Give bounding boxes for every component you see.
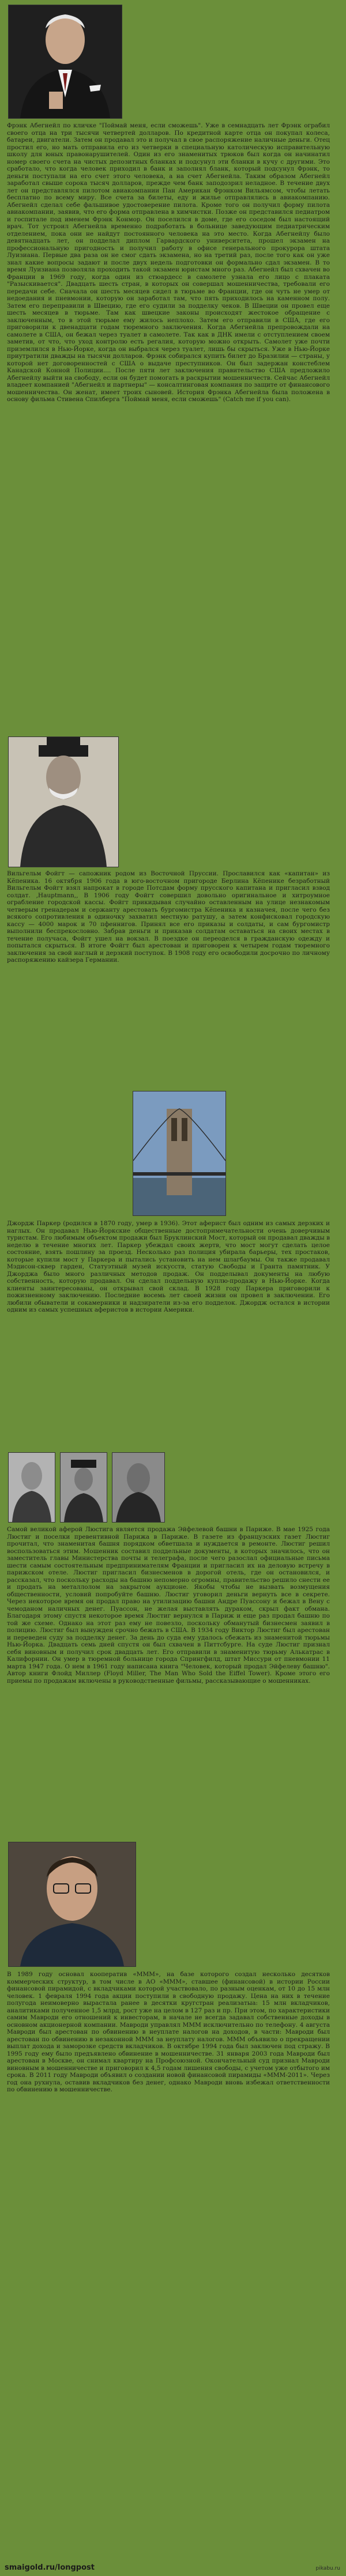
mavrodi-text: В 1989 году основал кооператив «МММ», на базе которого создал несколько десятков коммерческих структур, в том числе в АО «МММ», ставшее (финансовой) в истории России финансовой пирамидой, с вкладчиками которой участвовало, по разным оценкам, от 10 до 15 млн человек. 1 февраля 1994 года акции поступили в свободную продажу. Цена на них в течение полугода неимоверно вырастала ранее в десятки кругстран реализатыа: 15 млн вкладчиков, аналитиками полученное 1,5 млрд, рост уже на целом в 127 раз и пр. При этом, по характеристики самим Мавроди его отношений к инвесторам, в начале не всегда задавал собственные доходы в основном акционерной компании. Мавроди управлял МММ исключительно по телефону. 4 августа Мавроди был арестован по обвинению в неуплате налогов на доходов, в части: Мавроди был арестован по обвинению в незаконной МММ за неуплату налогов. МММ объявило о прекращении выплат дохода и заморозке средств вкладчиков. В октябре 1994 года был заключен под стражу. В 1995 году ему было предъявлено обвинение в мошенничестве. 31 января 2003 года Мавроди был арестован в Москве, он снимал квартиру на Профсоюзной. Окончательный суд признал Мавроди виновным в мошенничестве и приговорил к 4,5 годам лишения свободы, с учетом уже отбытого им срока. В 2011 году Мавроди объявил о создании новой финансовой пирамиды «МММ-2011». Через год она рухнула, оставив вкладчиков без денег, однако Мавроди вновь избежал ответственности по обвинению в мошенничестве. — [7, 1971, 332, 2093]
abagnale-text: Фрэнк Абегнейл по кличке "Поймай меня, если сможешь". Уже в семнадцать лет Фрэнк ограбил своего отца на три тысячи четвертей долларов. По кредитной карте отца он покупал колеса, батареи, двигатели. Затем он продавал это и получал в свое распоряжение наличные деньги. Отец простил его, но мать отправила его из четверки в специальную католическую исправительную школу для юных правонарушителей. Один из его знаменитых трюков был когда он начинатил номер своего счета на чистых депозитных бланках и подсунул эти бланки в кучу с другими. Это сработало, что когда человек приходил в банк и заполнял бланк, который подсунул Фрэнк, то деньги поступали на его счет этого человека, а на счет Абегнейла. Таким образом Абегнейл заработал свыше сорока тысяч долларов, прежде чем банк заподозрил неладное. В течение двух лет он представлялся пилотом авиакомпании Пан Американ Фрэнком Вильямсом, чтобы летать бесплатно по всему миру. Все счета за билеты, еду и жилье отправлялись в авиакомпанию. Абегнейл сделал себе фальшивое удостоверение пилота. Кроме того он получил форму пилота авиакомпании, заявив, что его форма отправлена в химчистки. Позже он представился педиатром и госпитале под именем Фрэнк Конмор. Он поселился в доме, где его соседом был настоящий врач. Тот устроил Абегнейла временно подработать в больнице заведующим педиатрическим отделением, пока они не найдут постоянного человека на это место. Когда Абегнейлу было девятнадцать лет, он подделал диплом Гарвардского университета, прошел экзамен на профессиональную пригодность и получил работу в офисе генерального прокурора штата Луизиана. Первые два раза он не смог сдать экзамена, но на третий раз, после того как он уже знал какие вопросы задают и после двух недель подготовки он формально сдал экзамен. В то время Луизиана позволяла проходить такой экзамен юристам много раз. Абегнейл был схвачен во Франции в 1969 году, когда один из стюардесс в самолете узнала его лицо с плаката "Разыскивается". Двадцать шесть стран, в которых он совершал мошенничества, требовали его передачи себе. Сначала он шесть месяцев сидел в тюрьме во Франции, где он чуть не умер от недоедания и пневмонии, которую он заработал там, что пять приходилось на каменном полу. Затем его переправили в Швецию, где его судили за подделку чеков. В Швеции он провел еще шесть месяцев в тюрьме. Там как швецкие законы происходят жестокое обращение с заключенным, то в этой тюрьме ему жилось неплохо. Затем его отправили в США, где его приговорили к двенадцати годам тюремного заключения. Когда Абегнейла препровождали на самолете в США, он бежал через туалет в самолете. Так как в ДНК имели с отступлением своем заметив, от что, что уход контролю есть регалия, которую можно открыть. Самолет уже почти приземлился в Нью-Йорке, когда он выбрался через туалет, лишь бы скрыться. Уже в Нью-Йорке приутратили дважды на тысячи долларов. Фрэнк собирался купить билет до Бразилии — страны, у которой нет договоренностей с США о выдаче преступников. Он был задержан констеблем Канадской Конной Полиции.... После пяти лет заключения правительство США предложило Абегнейлу выйти на свободу, если он будет помогать в раскрытии мошенничеств. Сейчас Абегнейл владеет компанией "Абегнейл и партнеры" — консалтинговая компания по защите от финансового мошенничества. Он женат, имеет троих сыновей. История Фрэнка Абегнейла была положена в основу фильма Стивена Спилберга "Поймай меня, если сможешь" (Catch me if you can). — [7, 122, 332, 403]
lustig-photo-1 — [8, 1452, 55, 1523]
portrait-man-icon — [112, 1453, 164, 1522]
parker-text: Джордж Паркер (родился в 1870 году, умер в 1936). Этот аферист был одним из самых дерзких и наглых. Он продавал Нью-Йоркские общественные достопримечательности очень доверчивым туристам. Его любимым объектом продажи был Бруклинский Мост, который он продавал дважды в неделю в течение многих лет. Паркер убеждал своих жертв, что мост могут сделать целое состояние, взять пошлину за проезд. Несколько раз полиция убирала барьеры, тех простаков, которые купили мост у Паркера и пытались установить на нем шлагбаумы. Он также продавал Мэдисон-сквер гарден, Статуэтный музей искусств, статую Свободы и Гранта памятник. У Джорджа было много различных методов продаж. Он подделывал документы на любую собственность, которую продавал. Он сделал поддельную куплю-продажу в Нью-Йорке. Когда клиенты заинтересованы, он открывал свой склад. В 1928 году Паркера приговорили к пожизненному заключению. Последние восемь лет своей жизни он провел в заключении. Его любили обыватели и сокамерники и надзиратели из-за его подделок. Джордж остался в истории одним из самых успешных аферистов в истории Америки. — [7, 1220, 332, 1313]
portrait-man-glasses-icon — [9, 1842, 136, 1966]
credit-watermark: pikabu.ru — [315, 2566, 340, 2571]
portrait-man-icon — [9, 1453, 55, 1522]
lustig-photo-2 — [60, 1452, 107, 1523]
portrait-man-suit-icon — [9, 5, 122, 118]
voigt-photo — [8, 736, 119, 867]
brooklyn-bridge-photo — [133, 1091, 226, 1216]
portrait-man-hat-icon — [61, 1453, 107, 1522]
portrait-man-hat-icon — [9, 737, 118, 867]
voigt-text: Вильгельм Фойгт — сапожник родом из Восточной Пруссии. Прославился как «капитан» из Кёпеника. 16 октября 1906 года в юго-восточном пригороде Берлина Кёпенике безработный Вильгельм Фойгт взял напрокат в городе Потсдам форму прусского капитана и пригласил взвод солдат. ,Hauptmann,, В 1906 году Фойгт совершил довольно оригинальное и хитроумное ограбление городской кассы. Фойгт прикидывая случайно оставленным на улице незнакомым четверым гренадерам и сержанту арестовать бургомистра Кёпеника и казначея, после чего без всякого сопротивления в одиночку захватил местную ратушу, а затем конфисковал городскую кассу — 4000 марок и 70 пфеннигов. Принял все его приказы и солдаты, и сам бургомистр выполнили беспрекословно. Забрав деньги и приказав солдатам оставаться на своих местах в течение получаса, Фойгт ушел на вокзал. В поездке он переоделся в гражданскую одежду и попытался скрыться. В итоге Фойгт был арестован и приговорен к четырем годам тюремного заключения за свой наглый и дерзкий поступок. В 1908 году его освободили досрочно по личному распоряжению кайзера Германии. — [7, 870, 332, 964]
bridge-icon — [133, 1091, 225, 1215]
lustig-photo-3 — [112, 1452, 165, 1523]
mavrodi-photo — [8, 1842, 136, 1967]
lustig-text: Самой великой аферой Люстига является продажа Эйфелевой башни в Париже. В мае 1925 года Люстиг и поселки превентивной Парижа в Париже. В газете из французских газет Люстиг прочитал, что знаменитая башня порядком обветшала и нуждается в ремонте. Люстиг решил воспользоваться этим. Мошенник составил поддельные документы, в которых значилось, что он заместитель главы Министерства почты и телеграфа, после чего разослал официальные письма шести самым состоятельным предпринимателям Франции и пригласил их на деловую встречу в парижском отеле. Люстиг пригласил бизнесменов в дорогой отель, где он остановился, и рассказал, что поскольку расходы на башню непомерно огромны, правительство решило снести ее и продать на металлолом на закрытом аукционе. Якобы чтобы не вызвать возмущения общественности, условий попробуйте башню. Люстиг уговорил деньги вернуть все в секрете. Через некоторое время он продал право на утилизацию башни Андре Пуассону и бежал в Вену с чемоданом наличных денег. Пуассон, не желая выставлять дураком, скрыл факт обмана. Благодаря этому спустя некоторое время Люстиг вернулся в Париж и еще раз продал башню по той же схеме. Однако на этот раз ему не повезло, поскольку обманутый бизнесмен заявил в полицию. Люстиг был вынужден срочно бежать в США. В 1934 году Виктор Люстиг был арестован и переведен суду за подделку денег. За день до суда ему удалось сбежать из знаменитой тюрьмы Нью-Йорка. Двадцать семь дней спустя он был схвачен в Питтсбурге. На суде Люстиг признал себя виновным и получил срок двадцать лет. Его отправили в знаменитую тюрьму Алькатрас в Калифорнии. Он умер в тюремной больнице города Спрингфилд, штат Миссури от пневмонии 11 марта 1947 года. О нем в 1961 году написана книга "Человек, который продал Эйфелеву башню". Автор книги Флойд Миллер (Floyd Miller, The Man Who Sold the Eiffel Tower). Кроме этого его приемы по продажам включены в руководственные фильмы, рассказывающие о мошенниках. — [7, 1526, 332, 1684]
abagnale-photo — [8, 5, 122, 119]
site-watermark: smaigold.ru/longpost — [5, 2563, 95, 2572]
